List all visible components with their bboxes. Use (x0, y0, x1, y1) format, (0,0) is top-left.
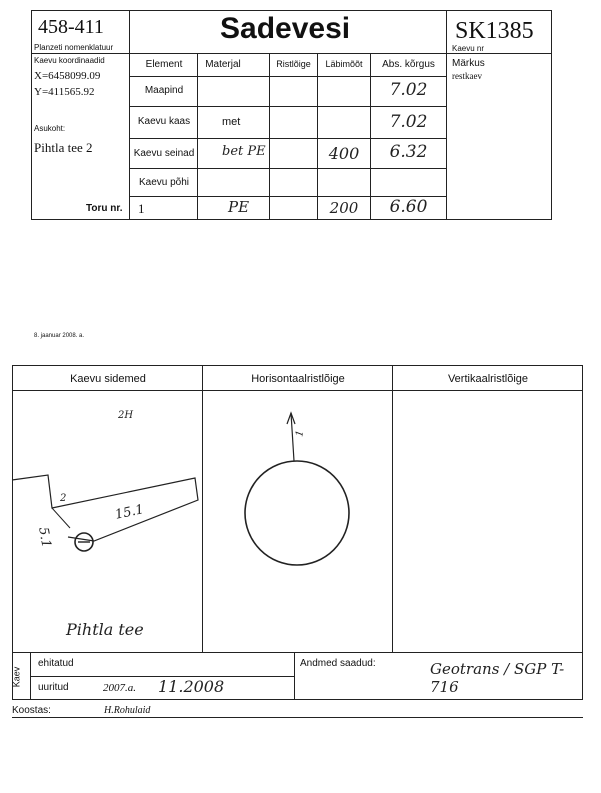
col-material: Materjal (205, 59, 241, 70)
inspected-date: 11.2008 (158, 677, 225, 696)
map-number: 458-411 (38, 16, 104, 38)
row-element: Maapind (144, 85, 184, 96)
map-label: Planzeti nomenklatuur (34, 43, 114, 52)
notes-label: Märkus (452, 58, 485, 69)
row-material: bet PE (222, 144, 266, 159)
col-element: Element (145, 59, 183, 70)
well-id: SK1385 (455, 18, 534, 44)
col-cross-section: Ristlõige (276, 59, 311, 69)
sketch-length-main: 15.1 (113, 502, 146, 523)
col-well-links: Kaevu sidemed (70, 373, 146, 385)
row-material: met (222, 116, 241, 128)
row-height: 7.02 (389, 80, 428, 100)
sketch-length-side: 5.1 (35, 526, 54, 549)
pipe-diameter: 200 (329, 199, 359, 217)
col-abs-height: Abs. kõrgus (382, 59, 435, 70)
inspected-year: 2007.a. (103, 682, 136, 694)
row-element: Kaevu põhi (138, 177, 190, 188)
row-height: 7.02 (389, 112, 428, 132)
date-note: 8. jaanuar 2008. a. (34, 333, 85, 339)
arrow-number: 1 (294, 429, 307, 438)
side-label: Kaev (11, 666, 22, 688)
author-name: H.Rohulaid (104, 705, 151, 716)
well-id-label: Kaevu nr (452, 44, 485, 53)
pipe-label: Toru nr. (86, 203, 123, 214)
y-coordinate: Y=411565.92 (34, 86, 95, 98)
source-value: Geotrans / SGP T-716 (430, 660, 565, 696)
row-element: Kaevu kaas (137, 116, 191, 127)
x-coordinate: X=6458099.09 (34, 70, 101, 82)
sketch-street-label: Pihtla tee (66, 620, 144, 639)
row-diameter: 400 (328, 144, 360, 163)
page-title: Sadevesi (220, 12, 351, 45)
well-circle (245, 461, 349, 565)
sketch-top-note: 2H (118, 410, 134, 421)
location-label: Asukoht: (34, 124, 66, 133)
inspected-label: uuritud (38, 682, 69, 693)
sketch-small-number: 2 (60, 493, 67, 504)
pipe-material: PE (228, 198, 250, 216)
row-height: 6.32 (389, 142, 428, 162)
notes-value: restkaev (452, 71, 482, 81)
col-horizontal-section: Horisontaalristlõige (251, 373, 345, 385)
location-value: Pihtla tee 2 (34, 140, 93, 155)
coords-label: Kaevu koordinaadid (34, 56, 105, 65)
pipe-height: 6.60 (389, 197, 428, 217)
col-vertical-section: Vertikaalristlõige (447, 373, 529, 385)
col-diameter: Läbimõõt (325, 59, 363, 69)
author-label: Koostas: (12, 705, 51, 716)
row-element: Kaevu seinad (133, 148, 195, 159)
built-label: ehitatud (38, 658, 74, 669)
source-label: Andmed saadud: (300, 658, 376, 669)
pipe-number: 1 (138, 201, 145, 216)
